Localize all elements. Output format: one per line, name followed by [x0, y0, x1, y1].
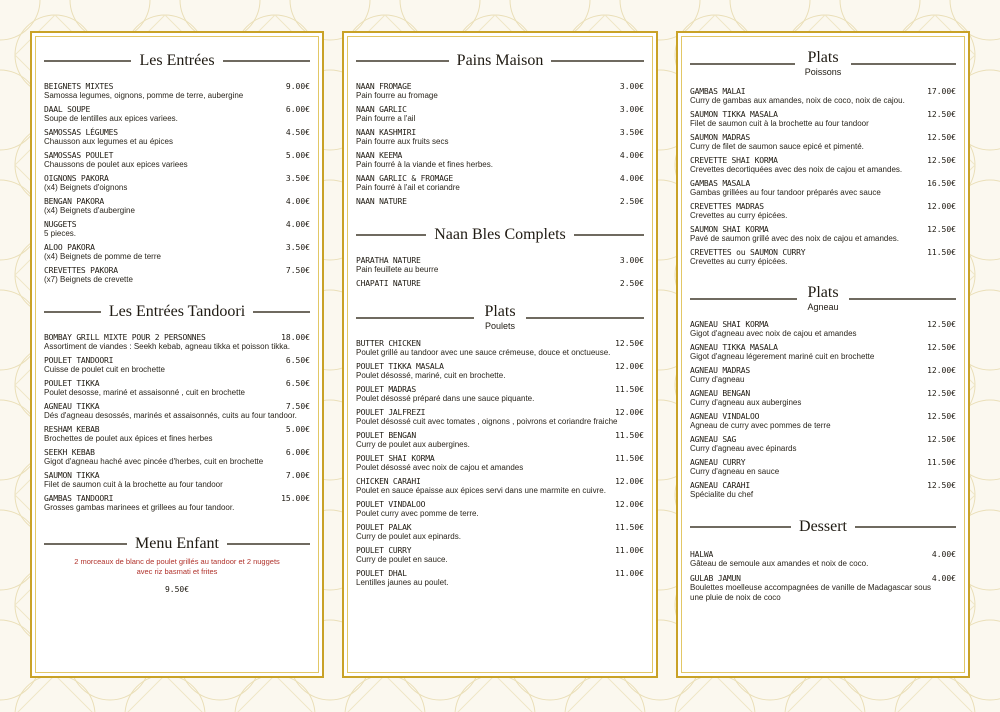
- dish-price: 12.50€: [615, 339, 644, 348]
- dish-price: 11.50€: [615, 523, 644, 532]
- dish-description: Pavé de saumon grillé avec des noix de cajou et amandes.: [690, 234, 900, 243]
- dish-name: CREVETTES PAKORA: [44, 266, 118, 275]
- dish-description: Crevettes decortiquées avec des noix de cajou et amandes.: [690, 165, 903, 174]
- dish-price: 7.00€: [285, 471, 310, 480]
- kids-menu-line: avec riz basmati et frites: [136, 567, 218, 576]
- dish-description: Poulet grillé au tandoor avec une sauce crémeuse, douce et onctueuse.: [356, 348, 611, 357]
- dish-description: Gigot d'agneau haché avec pincée d'herbes, cuit en brochette: [44, 457, 264, 466]
- dish-price: 12.00€: [615, 500, 644, 509]
- menu-item: [356, 128, 644, 147]
- dish-name: POULET TANDOORI: [44, 356, 114, 365]
- dish-name: NAAN FROMAGE: [356, 82, 412, 91]
- section-subtitle: Poulets: [484, 321, 516, 331]
- dish-price: 7.50€: [285, 266, 310, 275]
- section-title: Naan Bles Complets: [434, 226, 566, 243]
- dish-name: POULET MADRAS: [356, 385, 417, 394]
- dish-price: 11.00€: [615, 546, 644, 555]
- dish-price: 17.00€: [927, 87, 956, 96]
- dish-price: 4.00€: [931, 550, 956, 559]
- dish-name: BEIGNETS MIXTES: [44, 82, 114, 91]
- dish-name: AGNEAU BENGAN: [690, 389, 751, 398]
- dish-name: HALWA: [690, 550, 714, 559]
- dish-price: 4.00€: [285, 220, 310, 229]
- menu-item: [356, 256, 644, 275]
- menu-item: [690, 574, 956, 603]
- dish-name: CREVETTE SHAI KORMA: [690, 156, 778, 165]
- menu-item: [44, 333, 310, 352]
- dish-name: AGNEAU VINDALOO: [690, 412, 760, 421]
- dish-name: SAMOSSAS LÉGUMES: [44, 128, 118, 137]
- menu-item: [356, 569, 644, 588]
- dish-price: 12.50€: [927, 110, 956, 119]
- dish-price: 11.50€: [615, 431, 644, 440]
- dish-description: Brochettes de poulet aux épices et fines herbes: [44, 434, 213, 443]
- menu-item: [690, 202, 956, 221]
- menu-item: [44, 151, 310, 170]
- heading-rule-right: [574, 234, 644, 236]
- dish-name: BOMBAY GRILL MIXTE POUR 2 PERSONNES: [44, 333, 206, 342]
- dish-price: 12.00€: [615, 477, 644, 486]
- dish-price: 6.50€: [285, 356, 310, 365]
- dish-price: 12.50€: [927, 389, 956, 398]
- dish-price: 4.50€: [285, 128, 310, 137]
- section-heading-poulets: [356, 304, 644, 331]
- heading-rule-left: [690, 63, 795, 65]
- heading-rule-left: [356, 234, 426, 236]
- dish-price: 4.00€: [931, 574, 956, 583]
- menu-item: [690, 179, 956, 198]
- menu-item: [356, 385, 644, 404]
- menu-item: [44, 220, 310, 239]
- dish-description: (x4) Beignets d'aubergine: [44, 206, 135, 215]
- dish-description: Pain fourre aux fruits secs: [356, 137, 449, 146]
- menu-item: [44, 197, 310, 216]
- section-title: Les Entrées Tandoori: [108, 303, 246, 320]
- dish-description: Curry de gambas aux amandes, noix de coco, noix de cajou.: [690, 96, 905, 105]
- heading-rule-left: [690, 298, 797, 300]
- dish-price: 3.00€: [619, 256, 644, 265]
- heading-rule-left: [44, 311, 101, 313]
- dish-name: RESHAM KEBAB: [44, 425, 100, 434]
- dish-name: POULET BENGAN: [356, 431, 417, 440]
- dish-name: NAAN GARLIC & FROMAGE: [356, 174, 453, 183]
- dish-description: Poulet en sauce épaisse aux épices servi dans une marmite en cuivre.: [356, 486, 606, 495]
- dish-description: Chaussons de poulet aux epices variees: [44, 160, 188, 169]
- dish-price: 6.00€: [285, 448, 310, 457]
- dish-description: Poulet desosse, mariné et assaisonné , cuit en brochette: [44, 388, 246, 397]
- heading-rule-right: [851, 63, 956, 65]
- menu-item: [690, 320, 956, 339]
- menu-panel-pains-poulets: [342, 31, 658, 678]
- dish-description: Filet de saumon cuit à la brochette au four tandoor: [44, 480, 223, 489]
- menu-item: [356, 454, 644, 473]
- dish-description: Curry de filet de saumon sauce epicé et pimenté.: [690, 142, 864, 151]
- menu-list-dessert: [690, 550, 956, 603]
- dish-description: Soupe de lentilles aux epices variees.: [44, 114, 178, 123]
- dish-name: SAUMON MADRAS: [690, 133, 751, 142]
- menu-list-tandoori: [44, 333, 310, 513]
- dish-description: Pain feuillete au beurre: [356, 265, 439, 274]
- dish-name: POULET CURRY: [356, 546, 412, 555]
- menu-item: [356, 339, 644, 358]
- menu-item: [44, 174, 310, 193]
- menu-panel-poissons-agneau: [676, 31, 970, 678]
- menu-item: [44, 266, 310, 285]
- kids-menu-price: 9.50€: [164, 585, 190, 594]
- heading-rule-right: [855, 526, 956, 528]
- dish-name: GAMBAS MASALA: [690, 179, 751, 188]
- dish-name: AGNEAU MADRAS: [690, 366, 751, 375]
- dish-description: (x4) Beignets de pomme de terre: [44, 252, 161, 261]
- heading-rule-right: [227, 543, 310, 545]
- dish-description: Gambas grillées au four tandoor préparés avec sauce: [690, 188, 881, 197]
- dish-description: Samossa legumes, oignons, pomme de terre, aubergine: [44, 91, 244, 100]
- dish-description: Pain fourre a l'ail: [356, 114, 416, 123]
- dish-description: Cuisse de poulet cuit en brochette: [44, 365, 165, 374]
- dish-name: BUTTER CHICKEN: [356, 339, 421, 348]
- dish-price: 12.50€: [927, 225, 956, 234]
- heading-rule-left: [690, 526, 791, 528]
- section-title: Plats: [807, 284, 839, 301]
- dish-price: 2.50€: [619, 279, 644, 288]
- dish-price: 11.50€: [927, 248, 956, 257]
- heading-rule-left: [356, 60, 449, 62]
- dish-price: 12.00€: [615, 408, 644, 417]
- dish-price: 16.50€: [927, 179, 956, 188]
- section-subtitle: Agneau: [807, 302, 839, 312]
- dish-name: POULET TIKKA MASALA: [356, 362, 444, 371]
- dish-price: 12.50€: [927, 320, 956, 329]
- menu-item: [690, 156, 956, 175]
- dish-name: SEEKH KEBAB: [44, 448, 95, 457]
- dish-name: AGNEAU CURRY: [690, 458, 746, 467]
- dish-description: Agneau de curry avec pommes de terre: [690, 421, 831, 430]
- dish-description: (x7) Beignets de crevette: [44, 275, 133, 284]
- menu-item: [44, 128, 310, 147]
- dish-description: Poulet désossé, mariné, cuit en brochette.: [356, 371, 506, 380]
- kids-menu-line: 2 morceaux de blanc de poulet grillés au tandoor et 2 nuggets: [74, 557, 280, 566]
- dish-description: Curry d'agneau aux aubergines: [690, 398, 802, 407]
- dish-name: SAMOSSAS POULET: [44, 151, 114, 160]
- dish-name: AGNEAU TIKKA: [44, 402, 100, 411]
- dish-price: 5.00€: [285, 425, 310, 434]
- dish-description: Crevettes au curry épicées.: [690, 211, 788, 220]
- dish-description: Gigot d'agneau avec noix de cajou et amandes: [690, 329, 857, 338]
- menu-list-poulets: [356, 339, 644, 588]
- dish-price: 3.50€: [285, 243, 310, 252]
- dish-description: Curry de poulet aux epinards.: [356, 532, 461, 541]
- menu-item: [44, 425, 310, 444]
- dish-price: 2.50€: [619, 197, 644, 206]
- dish-name: AGNEAU SAG: [690, 435, 737, 444]
- menu-item: [690, 435, 956, 454]
- dish-description: (x4) Beignets d'oignons: [44, 183, 128, 192]
- section-title: Dessert: [799, 518, 847, 535]
- dish-name: NAAN NATURE: [356, 197, 407, 206]
- dish-description: Boulettes moelleuse accompagnées de vanille de Madagascar sous: [690, 583, 932, 592]
- dish-name: POULET JALFREZI: [356, 408, 426, 417]
- menu-list-agneau: [690, 320, 956, 500]
- dish-name: GAMBAS TANDOORI: [44, 494, 114, 503]
- kids-menu: [44, 557, 310, 594]
- dish-name: POULET VINDALOO: [356, 500, 426, 509]
- dish-name: CHICKEN CARAHI: [356, 477, 421, 486]
- dish-description: Poulet désossé avec noix de cajou et amandes: [356, 463, 524, 472]
- menu-item: [356, 408, 644, 427]
- dish-description: Assortiment de viandes : Seekh kebab, agneau tikka et poisson tikka.: [44, 342, 290, 351]
- dish-description: Curry d'agneau avec épinards: [690, 444, 797, 453]
- menu-item: [356, 362, 644, 381]
- menu-item: [44, 379, 310, 398]
- dish-name: GAMBAS MALAI: [690, 87, 746, 96]
- menu-item: [44, 494, 310, 513]
- menu-item: [356, 500, 644, 519]
- dish-name: CREVETTES MADRAS: [690, 202, 764, 211]
- menu-item: [356, 105, 644, 124]
- dish-name: NUGGETS: [44, 220, 77, 229]
- menu-item: [356, 174, 644, 193]
- dish-price: 12.00€: [927, 366, 956, 375]
- dish-price: 12.50€: [927, 156, 956, 165]
- section-title: Les Entrées: [139, 52, 215, 69]
- dish-description: Chausson aux legumes et au épices: [44, 137, 173, 146]
- menu-item: [690, 458, 956, 477]
- menu-item: [690, 389, 956, 408]
- heading-rule-left: [44, 60, 131, 62]
- dish-price: 3.50€: [285, 174, 310, 183]
- menu-list-pains: [356, 82, 644, 206]
- dish-description: Poulet curry avec pomme de terre.: [356, 509, 479, 518]
- dish-description: Pain fourré à la viande et fines herbes.: [356, 160, 493, 169]
- dish-description: 5 pieces.: [44, 229, 77, 238]
- menu-item: [690, 366, 956, 385]
- dish-name: NAAN KASHMIRI: [356, 128, 417, 137]
- menu-item: [44, 402, 310, 421]
- menu-item: [690, 225, 956, 244]
- dish-description: Poulet désossé préparé dans une sauce piquante.: [356, 394, 535, 403]
- dish-price: 11.00€: [615, 569, 644, 578]
- section-heading-entrees: [44, 52, 310, 70]
- dish-description: Pain fourré à l'ail et coriandre: [356, 183, 460, 192]
- section-heading-dessert: [690, 518, 956, 536]
- dish-description: Grosses gambas marinees et grillees au four tandoor.: [44, 503, 235, 512]
- dish-price: 3.00€: [619, 82, 644, 91]
- dish-price: 3.00€: [619, 105, 644, 114]
- heading-rule-right: [551, 60, 644, 62]
- dish-name: POULET SHAI KORMA: [356, 454, 435, 463]
- menu-item: [356, 279, 644, 288]
- heading-rule-right: [849, 298, 956, 300]
- dish-description: une pluie de noix de coco: [690, 593, 781, 602]
- section-title: Plats: [484, 303, 516, 320]
- dish-price: 12.00€: [615, 362, 644, 371]
- menu-item: [44, 356, 310, 375]
- section-title: Plats: [807, 49, 839, 66]
- section-subtitle: Poissons: [804, 67, 842, 77]
- dish-price: 12.50€: [927, 343, 956, 352]
- menu-item: [690, 110, 956, 129]
- dish-price: 5.00€: [285, 151, 310, 160]
- dish-price: 15.00€: [281, 494, 310, 503]
- dish-price: 6.50€: [285, 379, 310, 388]
- dish-price: 11.50€: [615, 385, 644, 394]
- dish-name: SAUMON SHAI KORMA: [690, 225, 769, 234]
- menu-list-poissons: [690, 87, 956, 267]
- dish-name: DAAL SOUPE: [44, 105, 91, 114]
- dish-name: SAUMON TIKKA: [44, 471, 100, 480]
- dish-price: 11.50€: [615, 454, 644, 463]
- dish-name: AGNEAU CARAHI: [690, 481, 751, 490]
- menu-item: [356, 197, 644, 206]
- dish-name: OIGNONS PAKORA: [44, 174, 109, 183]
- dish-description: Curry d'agneau: [690, 375, 745, 384]
- dish-price: 7.50€: [285, 402, 310, 411]
- dish-description: Curry d'agneau en sauce: [690, 467, 780, 476]
- dish-price: 12.50€: [927, 412, 956, 421]
- heading-rule-right: [253, 311, 310, 313]
- menu-item: [356, 431, 644, 450]
- menu-item: [356, 546, 644, 565]
- dish-price: 4.00€: [619, 151, 644, 160]
- dish-name: POULET DHAL: [356, 569, 407, 578]
- dish-name: PARATHA NATURE: [356, 256, 421, 265]
- section-heading-pains: [356, 52, 644, 70]
- menu-list-complets: [356, 256, 644, 288]
- menu-item: [690, 412, 956, 431]
- dish-name: CREVETTES ou SAUMON CURRY: [690, 248, 806, 257]
- dish-price: 4.00€: [619, 174, 644, 183]
- dish-name: ALOO PAKORA: [44, 243, 95, 252]
- menu-panel-entrees: [30, 31, 324, 678]
- dish-description: Filet de saumon cuit à la brochette au four tandoor: [690, 119, 869, 128]
- dish-name: SAUMON TIKKA MASALA: [690, 110, 778, 119]
- section-heading-enfant: [44, 535, 310, 553]
- section-heading-complets: [356, 226, 644, 244]
- dish-price: 12.00€: [927, 202, 956, 211]
- dish-name: POULET PALAK: [356, 523, 412, 532]
- menu-item: [356, 151, 644, 170]
- dish-description: Pain fourre au fromage: [356, 91, 438, 100]
- dish-price: 6.00€: [285, 105, 310, 114]
- dish-description: Gigot d'agneau légerement mariné cuit en brochette: [690, 352, 875, 361]
- dish-name: AGNEAU SHAI KORMA: [690, 320, 769, 329]
- dish-name: AGNEAU TIKKA MASALA: [690, 343, 778, 352]
- dish-description: Dés d'agneau desossés, marinés et assaisonnés, cuits au four tandoor.: [44, 411, 297, 420]
- dish-name: CHAPATI NATURE: [356, 279, 421, 288]
- dish-price: 11.50€: [927, 458, 956, 467]
- menu-item: [690, 343, 956, 362]
- dish-name: POULET TIKKA: [44, 379, 100, 388]
- dish-price: 4.00€: [285, 197, 310, 206]
- dish-name: NAAN GARLIC: [356, 105, 407, 114]
- section-title: Pains Maison: [456, 52, 544, 69]
- menu-item: [690, 248, 956, 267]
- menu-item: [356, 82, 644, 101]
- section-heading-agneau: [690, 285, 956, 312]
- menu-item: [690, 481, 956, 500]
- menu-item: [44, 448, 310, 467]
- menu-item: [356, 523, 644, 542]
- dish-name: BENGAN PAKORA: [44, 197, 105, 206]
- menu-item: [690, 550, 956, 569]
- menu-item: [44, 105, 310, 124]
- dish-price: 18.00€: [281, 333, 310, 342]
- dish-description: Spécialite du chef: [690, 490, 754, 499]
- dish-price: 3.50€: [619, 128, 644, 137]
- menu-item: [44, 243, 310, 262]
- dish-price: 9.00€: [285, 82, 310, 91]
- menu-item: [44, 471, 310, 490]
- dish-description: Crevettes au curry épicées.: [690, 257, 788, 266]
- menu-list-entrees: [44, 82, 310, 285]
- menu-item: [356, 477, 644, 496]
- section-title: Menu Enfant: [135, 535, 219, 552]
- menu-item: [44, 82, 310, 101]
- dish-price: 12.50€: [927, 481, 956, 490]
- heading-rule-right: [526, 317, 644, 319]
- heading-rule-left: [356, 317, 474, 319]
- heading-rule-right: [223, 60, 310, 62]
- dish-description: Curry de poulet en sauce.: [356, 555, 448, 564]
- menu-item: [690, 87, 956, 106]
- dish-description: Poulet désossé cuit avec tomates , oignons , poivrons et coriandre fraiche: [356, 417, 618, 426]
- dish-description: Gâteau de semoule aux amandes et noix de coco.: [690, 559, 869, 568]
- heading-rule-left: [44, 543, 127, 545]
- section-heading-tandoori: [44, 303, 310, 321]
- section-heading-poissons: [690, 50, 956, 77]
- menu-item: [690, 133, 956, 152]
- dish-description: Lentilles jaunes au poulet.: [356, 578, 449, 587]
- dish-description: Curry de poulet aux aubergines.: [356, 440, 470, 449]
- dish-name: GULAB JAMUN: [690, 574, 741, 583]
- dish-price: 12.50€: [927, 435, 956, 444]
- dish-name: NAAN KEEMA: [356, 151, 403, 160]
- dish-price: 12.50€: [927, 133, 956, 142]
